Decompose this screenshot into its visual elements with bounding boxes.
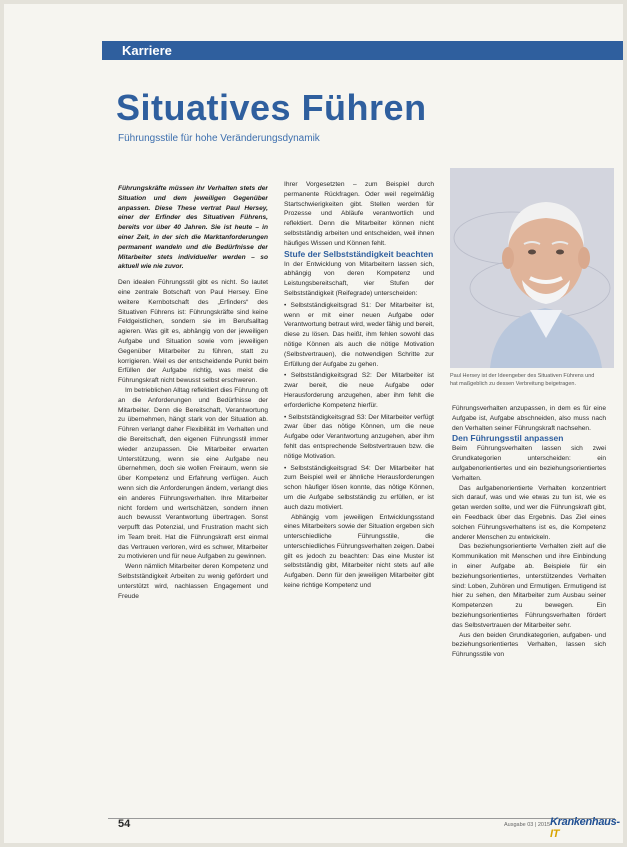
text-column-1 xyxy=(118,184,268,810)
logo-accent-text: IT xyxy=(550,828,560,840)
body-paragraph: Führungsverhalten anzupassen, in dem es für eine Aufgabe ist, Aufgabe abschneiden, also muss nach den Verhalten seiner Führungskraft nachsehen. xyxy=(452,405,606,432)
article-subtitle: Führungsstile für hohe Veränderungsdynamik xyxy=(118,133,320,144)
body-paragraph: Das beziehungsorientierte Verhalten zielt auf die Kommunikation mit Menschen und ihre Einbindung in einer Aufgabe ab. Beispiele für ein beziehungsorientiertes, unterstützendes Verhalten sind: Loben, Zuhören und Ermutigen. Ermutigend ist hier zu sehen, den Mitarbeiter zum Ausbau seiner Kompetenzen zu bewegen. Ein beziehungsorientiertes Führungsverhalten fördert das Selbstvertrauen der Mitarbeiter sehr. xyxy=(452,543,606,629)
section-label: Karriere xyxy=(122,43,172,58)
footer-divider xyxy=(108,818,615,819)
subheading: Den Führungsstil anpassen xyxy=(452,433,564,444)
issue-label: Ausgabe 03 | 2015 xyxy=(504,822,551,828)
subheading: Stufe der Selbstständigkeit beachten xyxy=(284,248,434,259)
body-paragraph: Beim Führungsverhalten lassen sich zwei Grundkategorien unterscheiden: ein aufgabenorientiertes und ein beziehungsorientiertes Verhalten. xyxy=(452,445,606,482)
author-photo xyxy=(450,168,614,368)
body-paragraph: Abhängig vom jeweiligen Entwicklungsstand eines Mitarbeiters sowie der Situation ergeben sich unterschiedliche Führungsstile, die unterschiedliches Führungsverhalten zeigen. Dabei gilt es jedoch zu beachten: Das eine Muster ist selbstständig gibt, Mitarbeiter nicht stets auf alle Aufgaben. Denn für den jeweiligen Mitarbeiter gibt keine richtige Kompetenz und xyxy=(284,513,434,590)
body-paragraph: Wenn nämlich Mitarbeiter deren Kompetenz und Selbstständigkeit Arbeiten zu wenig gefördert und unterstützt wird, nachlassen Engagement und Freude xyxy=(118,563,268,600)
body-paragraph: Den idealen Führungsstil gibt es nicht. So lautet eine zentrale Botschaft von Paul Hersey. Eine weitere Kernbotschaft des „Erfinders“ des Situativen Führens ist: Führungskräfte sind keine Feldgeistlichen, sondern sie im Berufsalltag agieren. Was gilt es, abhängig von der jeweiligen Aufgabe und Situation sowie vom jeweiligen Gegenüber Mitarbeiter zu führen, statt zu korrigieren. Weil es der entscheidende Punkt beim Erfüllen der Aufgabe richtig, was meist die Führungskraft nicht bewusst selbst erschweren. xyxy=(118,279,268,385)
list-item: • Selbstständigkeitsgrad S4: Der Mitarbeiter hat zum Beispiel weil er ähnliche Herausforderungen schon häufiger lösen konnte, das nötige Können, um die Aufgabe selbstständig zu erfüllen, er ist auch dazu motiviert. xyxy=(284,464,434,511)
logo-text: Krankenhaus- xyxy=(550,816,620,828)
article-title: Situatives Führen xyxy=(116,87,427,128)
list-item: • Selbstständigkeitsgrad S3: Der Mitarbeiter verfügt zwar über das nötige Können, um die neue Aufgabe oder Verantwortung anzugehen, aber ihm fehlt das entsprechende Selbstvertrauen bzw. die nötige Motivation. xyxy=(284,413,434,460)
photo-caption: Paul Hersey ist der Ideengeber des Situativen Führens und hat maßgeblich zu dessen Verbreitung beigetragen. xyxy=(450,373,595,387)
body-paragraph: Im betrieblichen Alltag reflektiert dies Führung oft an die Anforderungen und Bedürfnisse der Mitarbeiter. Denn die Bereitschaft, Verantwortung zu übernehmen, hängt stark von der Situation ab. Führen verlangt daher Flexibilität im Verhalten und die Bereitschaft, den eigenen Führungsstil immer wieder anzupassen. Die Mitarbeiter erwarten Unterstützung, wenn sie eine Aufgabe neu übernehmen, doch sie wollen Freiraum, wenn sie über Kompetenz und Erfahrung verfügen. Auch wenn sich die Anforderungen ändern, verlangt dies ein anderes Führungsverhalten. Ihre Mitarbeiter nicht fordern und wertschätzen, sondern ihnen auch bewusst Verantwortung übertragen. Sonst verpufft das Potenzial, und Frustration macht sich im Team breit. Hat die Führungskraft erst einmal das Vertrauen verloren, wird es schwer, Mitarbeiter zu motivieren und für neue Aufgaben zu gewinnen. xyxy=(118,386,268,561)
lead-paragraph: Führungskräfte müssen ihr Verhalten stets der Situation und dem jeweiligen Gegenüber anpassen. Diese These vertrat Paul Hersey, einer der Erfinder des Situativen Führens, bereits vor über 40 Jahren. Sie ist heute – in einer Zeit, in der sich die Marktanforderungen permanent wandeln und die Bedürfnisse der Mitarbeiter stets individueller werden – so aktuell wie nie zuvor. xyxy=(118,185,268,271)
text-column-2 xyxy=(284,180,434,810)
section-bar xyxy=(102,41,623,60)
body-paragraph: In der Entwicklung von Mitarbeitern lassen sich, abhängig von deren Kompetenz und Leistungsbereitschaft, vier Stufen der Selbstständigkeit (Reifegrade) unterscheiden: xyxy=(284,260,434,297)
magazine-page xyxy=(4,4,623,843)
text-column-3 xyxy=(452,404,606,808)
body-paragraph: Aus den beiden Grundkategorien, aufgaben- und beziehungsorientiertes Verhalten, lassen sich Führungsstile von xyxy=(452,631,606,659)
body-paragraph: Das aufgabenorientierte Verhalten konzentriert sich darauf, was und wie etwas zu tun ist, wie es getan werden sollte, und wer die Führungskraft gibt, ein Feedback über das Ergebnis. Das Ziel eines solchen Führungsverhaltens ist es, die Kompetenz anderer Menschen zu entwickeln. xyxy=(452,484,606,541)
magazine-logo xyxy=(550,816,623,840)
page-number: 54 xyxy=(118,818,131,830)
body-paragraph: Ihrer Vorgesetzten – zum Beispiel durch permanente Rückfragen. Oder weil regelmäßig Startschwierigkeiten gibt. Stellen werden für Prozesse und Abläufe verantwortlich und reflektiert. Denn die Mitarbeiter können nicht selbstständig arbeiten und entscheiden, weil ihnen häufiges Wissen und Können fehlt. xyxy=(284,181,434,247)
list-item: • Selbstständigkeitsgrad S2: Der Mitarbeiter ist zwar bereit, die neue Aufgabe oder Herausforderung anzugehen, aber ihm fehlt die erforderliche Kompetenz hierfür. xyxy=(284,372,434,409)
list-item: • Selbstständigkeitsgrad S1: Der Mitarbeiter ist, wenn er mit einer neuen Aufgabe oder Verantwortung betraut wird, weder fähig und bereit, diese zu lösen. Das heißt, ihm fehlen sowohl das nötige Können als auch die nötige Motivation (Selbstvertrauen), die notwendigen Schritte zur Erfüllung der Aufgabe zu gehen. xyxy=(284,301,434,368)
portrait-illustration xyxy=(450,168,614,368)
